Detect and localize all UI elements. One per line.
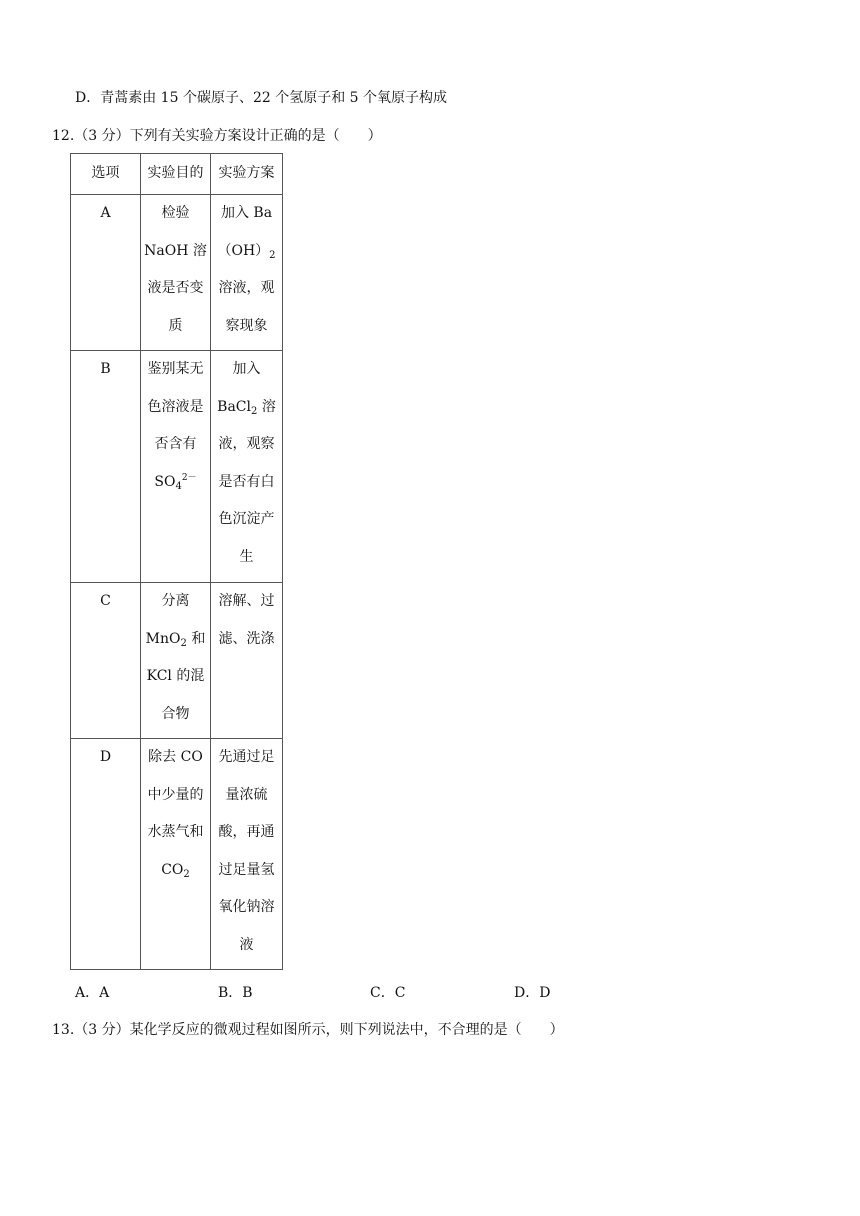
q12-table <box>70 153 283 970</box>
header-option: 选项 <box>71 154 141 195</box>
q13-stem: 13.（3 分）某化学反应的微观过程如图所示，则下列说法中，不合理的是（ ） <box>52 1022 564 1038</box>
q11-option-d: D．青蒿素由 15 个碳原子、22 个氢原子和 5 个氧原子构成 <box>75 90 448 106</box>
answer-option-a: A．A <box>75 985 110 1001</box>
row-b-option: B <box>71 351 141 583</box>
row-d-purpose: 除去 CO 中少量的 水蒸气和 $CO_2$ <box>141 739 211 970</box>
table-header-row <box>71 154 283 195</box>
header-plan: 实验方案 <box>211 154 283 195</box>
answer-option-c: C．C <box>370 985 406 1001</box>
table-row <box>71 195 283 351</box>
header-purpose: 实验目的 <box>141 154 211 195</box>
answer-option-b: B．B <box>218 985 253 1001</box>
table-row <box>71 739 283 970</box>
row-a-option: A <box>71 195 141 351</box>
row-c-plan: 溶解、过 滤、洗涤 <box>211 583 283 739</box>
answer-option-d: D．D <box>514 985 551 1001</box>
row-a-purpose: 检验 NaOH 溶 液是否变 质 <box>141 195 211 351</box>
row-b-purpose: 鉴别某无 色溶液是 否含有 $SO_4^{2-}$ <box>141 351 211 583</box>
q12-stem: 12.（3 分）下列有关实验方案设计正确的是（ ） <box>52 128 382 144</box>
row-d-plan: 先通过足 量浓硫 酸，再通 过足量氢 氧化钠溶 液 <box>211 739 283 970</box>
row-a-plan: 加入 Ba $(OH)_2$ 溶液，观 察现象 <box>211 195 283 351</box>
table-row <box>71 583 283 739</box>
row-c-purpose: 分离 MnO$_2$ 和 KCl 的混 合物 <box>141 583 211 739</box>
table-row <box>71 351 283 583</box>
row-c-option: C <box>71 583 141 739</box>
row-b-plan: 加入 BaCl$_2$ 溶 液，观察 是否有白 色沉淀产 生 <box>211 351 283 583</box>
row-d-option: D <box>71 739 141 970</box>
